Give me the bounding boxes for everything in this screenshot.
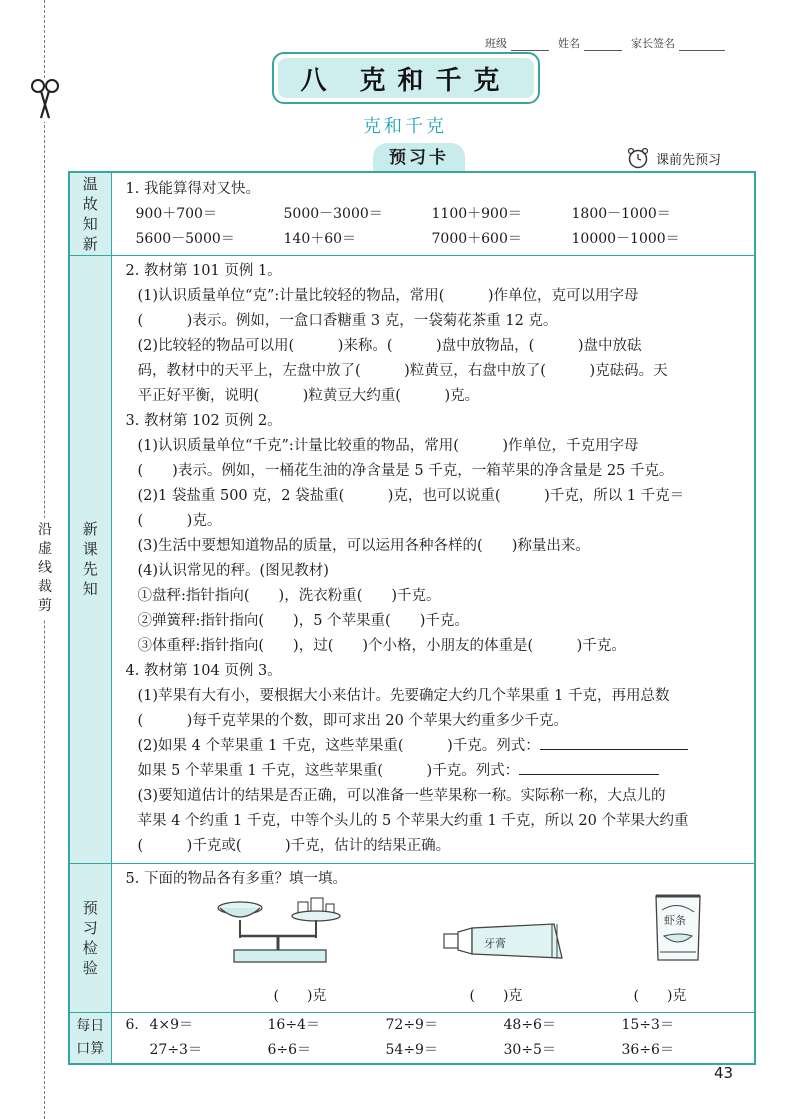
calc-item: 1100＋900＝ [431, 206, 522, 222]
question-3-heading: 3. 教材第 102 页例 2。 [125, 412, 282, 429]
calc-item: 1800－1000＝ [571, 206, 671, 222]
review-content-cell [111, 172, 755, 255]
text-line: ①盘秤:指针指向( )，洗衣粉重( )千克。 [137, 587, 441, 604]
text-line: (1)认识质量单位“克”:计量比较轻的物品，常用( )作单位，克可以用字母 [137, 287, 639, 304]
calc-item: 54÷9＝ [385, 1041, 438, 1058]
scale-answer[interactable]: ( )克 [273, 987, 327, 1004]
check-label-cell [69, 863, 111, 1012]
question-2-heading: 2. 教材第 101 页例 1。 [125, 262, 282, 279]
calc-item: 16÷4＝ [267, 1016, 320, 1033]
check-label: 预习检验 [82, 898, 98, 977]
text-line: 码，教材中的天平上，左盘中放了( )粒黄豆，右盘中放了( )克砝码。天 [137, 362, 668, 379]
text-line [126, 759, 745, 784]
text-line [126, 734, 745, 759]
equation-blank-1[interactable] [540, 736, 688, 750]
review-label: 温故知新 [82, 174, 98, 253]
daily-row-2 [126, 1038, 745, 1063]
calc-row-1 [126, 202, 745, 227]
calc-item: 48÷6＝ [503, 1016, 556, 1033]
review-label-cell [69, 172, 111, 255]
parent-signature-label: 家长签名 [631, 37, 675, 50]
check-content-cell [111, 863, 755, 1012]
daily-content-cell [111, 1012, 755, 1064]
calc-row-2 [126, 227, 745, 252]
calc-item: 10000－1000＝ [571, 231, 680, 247]
text-line: (1)苹果有大有小，要根据大小来估计。先要确定大约几个苹果重 1 千克，再用总数 [137, 687, 670, 704]
text-line: ②弹簧秤:指针指向( )，5 个苹果重( )千克。 [137, 612, 469, 629]
cut-label: 沿虚线裁剪 [36, 518, 54, 619]
daily-label-cell [69, 1012, 111, 1064]
balance-scale-icon [214, 896, 346, 968]
calc-item: 6÷6＝ [267, 1041, 312, 1058]
toothpaste-icon [442, 920, 566, 964]
text-line: (3)生活中要想知道物品的质量，可以运用各种各样的( )称量出来。 [137, 537, 590, 554]
equation-blank-2[interactable] [519, 761, 659, 775]
question-4-heading: 4. 教材第 104 页例 3。 [125, 662, 282, 679]
preview-card-table [68, 171, 756, 1065]
calc-item: 27÷3＝ [149, 1041, 202, 1058]
class-label: 班级 [485, 37, 507, 50]
calc-item: 5600－5000＝ [135, 231, 235, 247]
calc-item: 4×9＝ [149, 1016, 194, 1033]
text-line: ( )每千克苹果的个数，即可求出 20 个苹果大约重多少千克。 [137, 712, 568, 729]
preview-label [626, 146, 721, 170]
daily-label-top: 每日 [76, 1017, 105, 1034]
objects-area [126, 892, 745, 1012]
shrimp-bag-answer[interactable]: ( )克 [633, 987, 687, 1004]
text-segment: (2)如果 4 个苹果重 1 千克，这些苹果重( )千克。列式： [137, 737, 540, 754]
new-lesson-content-cell [111, 255, 755, 863]
calc-item: 15÷3＝ [621, 1016, 674, 1033]
text-line: (2)1 袋盐重 500 克，2 袋盐重( )克，也可以说重( )千克，所以 1 千克＝ [137, 487, 685, 504]
name-blank[interactable] [584, 40, 622, 51]
new-lesson-label-cell [69, 255, 111, 863]
calc-item: 30÷5＝ [503, 1041, 556, 1058]
text-line: ( )表示。例如，一桶花生油的净含量是 5 千克，一箱苹果的净含量是 25 千克。 [137, 462, 674, 479]
calc-item: 7000＋600＝ [431, 231, 522, 247]
text-line: (4)认识常见的秤。(图见教材) [137, 562, 329, 579]
check-row [69, 863, 755, 1012]
name-label: 姓名 [558, 37, 580, 50]
daily-label-bottom: 口算 [76, 1040, 105, 1057]
text-line: ③体重秤:指针指向( )，过( )个小格，小朋友的体重是( )千克。 [137, 637, 626, 654]
question-5: 5. 下面的物品各有多重？填一填。 [125, 870, 347, 887]
text-line: ( )表示。例如，一盒口香糖重 3 克，一袋菊花茶重 12 克。 [137, 312, 558, 329]
calc-item: 5000－3000＝ [283, 206, 383, 222]
text-line: ( )克。 [137, 512, 222, 529]
text-line: 苹果 4 个约重 1 千克，中等个头儿的 5 个苹果大约重 1 千克，所以 20 个苹果大约重 [137, 812, 689, 829]
text-line: ( )千克或( )千克，估计的结果正确。 [137, 837, 451, 854]
toothpaste-label: 牙膏 [483, 936, 506, 950]
calc-item: 36÷6＝ [621, 1041, 674, 1058]
new-lesson-label: 新课先知 [82, 520, 98, 598]
text-line: (3)要知道估计的结果是否正确，可以准备一些苹果称一称。实际称一称，大点儿的 [137, 787, 666, 804]
text-line: (1)认识质量单位“千克”:计量比较重的物品，常用( )作单位，千克用字母 [137, 437, 639, 454]
card-title-tab: 预习卡 [373, 143, 465, 171]
text-line: 平正好平衡，说明( )粒黄豆大约重( )克。 [137, 387, 480, 404]
review-row [69, 172, 755, 255]
spacer [126, 1038, 150, 1063]
alarm-clock-icon [626, 146, 650, 170]
calc-item: 72÷9＝ [385, 1016, 438, 1033]
chapter-banner [272, 52, 540, 104]
page-number: 43 [714, 1064, 734, 1082]
shrimp-bag-label: 虾条 [663, 913, 686, 927]
parent-signature-blank[interactable] [679, 40, 725, 51]
section-title: 克和千克 [363, 116, 447, 137]
question-6-number: 6. [125, 1016, 139, 1033]
question-1: 1. 我能算得对又快。 [125, 181, 260, 197]
shrimp-bag-icon [650, 892, 706, 964]
class-blank[interactable] [511, 40, 549, 51]
daily-row [69, 1012, 755, 1064]
text-line: (2)比较轻的物品可以用( )来称。( )盘中放物品，( )盘中放砝 [137, 337, 642, 354]
daily-row-1 [126, 1013, 745, 1038]
header-fields [485, 35, 731, 51]
calc-item: 140＋60＝ [283, 231, 357, 247]
text-segment: 如果 5 个苹果重 1 千克，这些苹果重( )千克。列式： [137, 762, 520, 779]
chapter-title: 八 克和千克 [278, 58, 534, 98]
preview-text: 课前先预习 [656, 152, 722, 168]
new-lesson-row [69, 255, 755, 863]
calc-item: 900＋700＝ [135, 206, 217, 222]
toothpaste-answer[interactable]: ( )克 [469, 987, 523, 1004]
